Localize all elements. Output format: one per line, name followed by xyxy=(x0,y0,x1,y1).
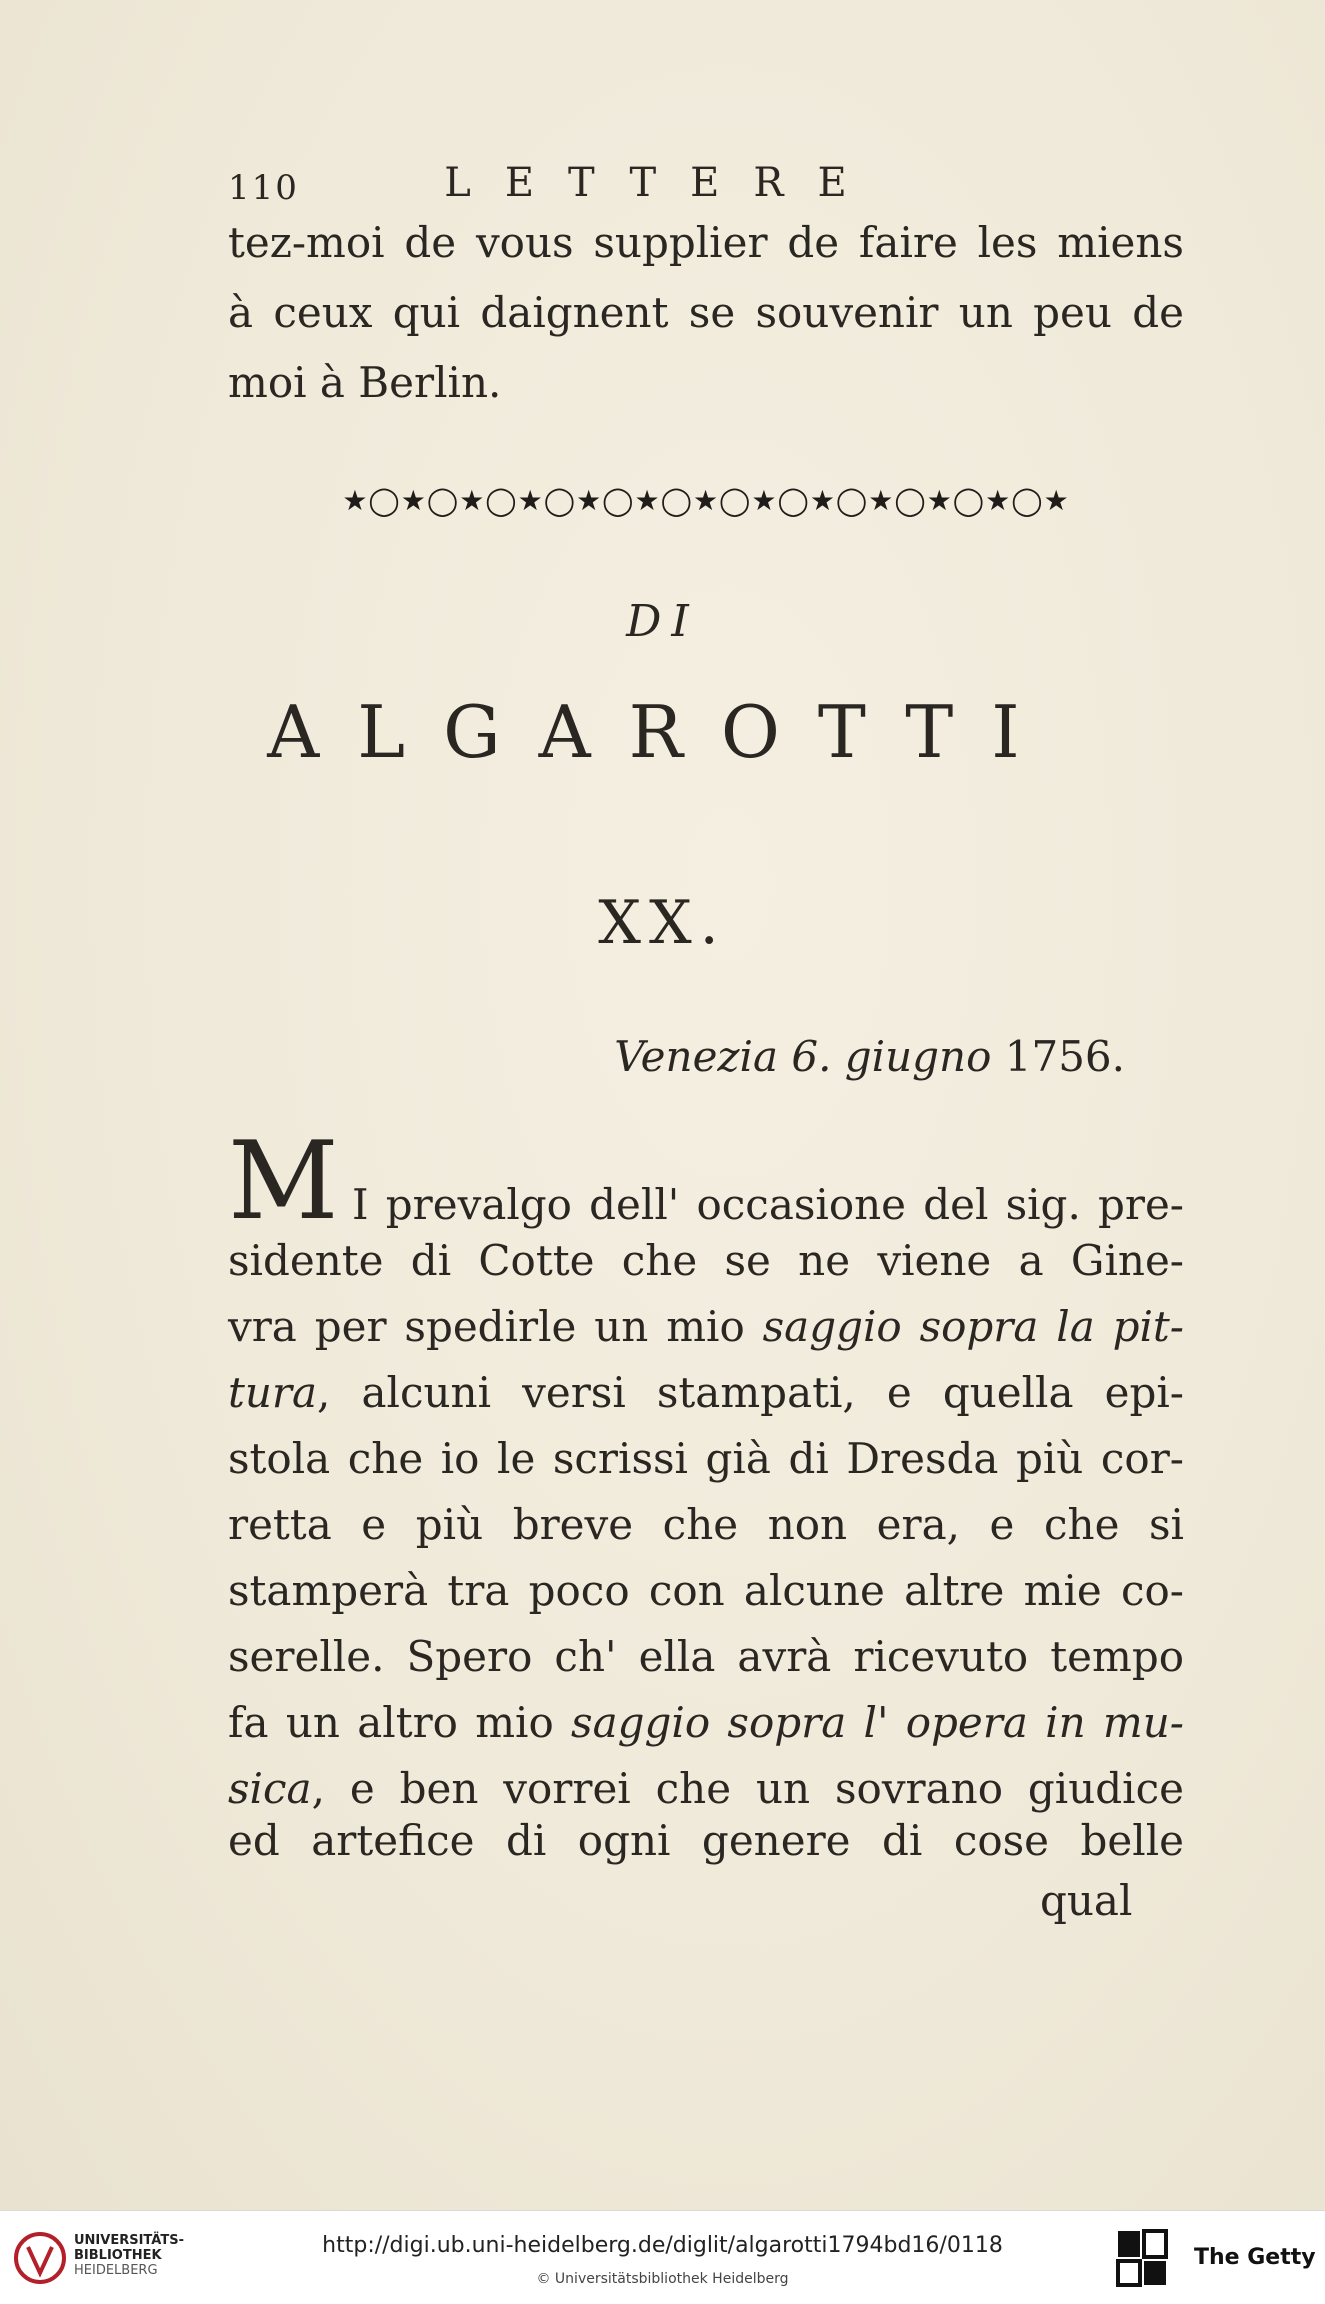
section-prefix: DI xyxy=(626,596,699,647)
text-line: moi à Berlin. xyxy=(228,358,502,407)
italic-title: saggio sopra l' opera in mu- xyxy=(571,1698,1185,1747)
italic-title: tura xyxy=(228,1368,318,1417)
catchword: qual xyxy=(1040,1876,1133,1925)
dateline xyxy=(614,1032,1125,1081)
library-name-line: UNIVERSITÄTS- xyxy=(74,2233,184,2248)
text-span: , alcuni versi stampati, e quella epi- xyxy=(317,1368,1184,1417)
text-line xyxy=(228,1368,1184,1417)
italic-title: sica xyxy=(228,1764,312,1813)
text-line xyxy=(228,1764,1184,1813)
text-line: serelle. Spero ch' ella avrà ricevuto tempo xyxy=(228,1632,1184,1681)
text-span: , e ben vorrei che un sovrano giudice xyxy=(311,1764,1184,1813)
text-line: I prevalgo dell' occasione del sig. pre- xyxy=(352,1180,1184,1229)
permalink-url[interactable]: http://digi.ub.uni-heidelberg.de/diglit/algarotti1794bd16/0118 xyxy=(322,2233,1003,2258)
viewer-footer xyxy=(0,2210,1325,2304)
text-line: stola che io le scrissi già di Dresda più cor- xyxy=(228,1434,1184,1483)
getty-label: The Getty xyxy=(1194,2245,1316,2270)
text-span: fa un altro mio xyxy=(228,1698,554,1747)
library-name-line: HEIDELBERG xyxy=(74,2263,158,2278)
letter-number: XX. xyxy=(598,888,727,958)
text-line: retta e più breve che non era, e che si xyxy=(228,1500,1184,1549)
text-line xyxy=(228,1302,1184,1351)
running-title: LETTERE xyxy=(444,160,881,206)
author-heading: ALGAROTTI xyxy=(267,690,1058,774)
text-line: tez-moi de vous supplier de faire les miens xyxy=(228,218,1184,267)
text-line xyxy=(228,1698,1185,1747)
italic-title: saggio sopra la pit- xyxy=(762,1302,1184,1351)
getty-logo-icon xyxy=(1116,2229,1168,2287)
drop-cap: M xyxy=(228,1119,339,1244)
text-span: vra per spedirle un mio xyxy=(228,1302,745,1351)
dateline-year: 1756. xyxy=(1004,1032,1125,1081)
dateline-place: Venezia 6. giugno xyxy=(614,1032,992,1081)
library-name-line: BIBLIOTHEK xyxy=(74,2248,162,2263)
text-line: à ceux qui daignent se souvenir un peu de xyxy=(228,288,1184,337)
text-line: sidente di Cotte che se ne viene a Gine- xyxy=(228,1236,1184,1285)
text-line: ed artefice di ogni genere di cose belle xyxy=(228,1816,1184,1865)
page-number: 110 xyxy=(228,168,299,208)
ornament-rule: ★◯★◯★◯★◯★◯★◯★◯★◯★◯★◯★◯★◯★ xyxy=(342,484,1070,517)
text-line: stamperà tra poco con alcune altre mie co- xyxy=(228,1566,1184,1615)
copyright-notice: © Universitätsbibliothek Heidelberg xyxy=(536,2271,789,2287)
